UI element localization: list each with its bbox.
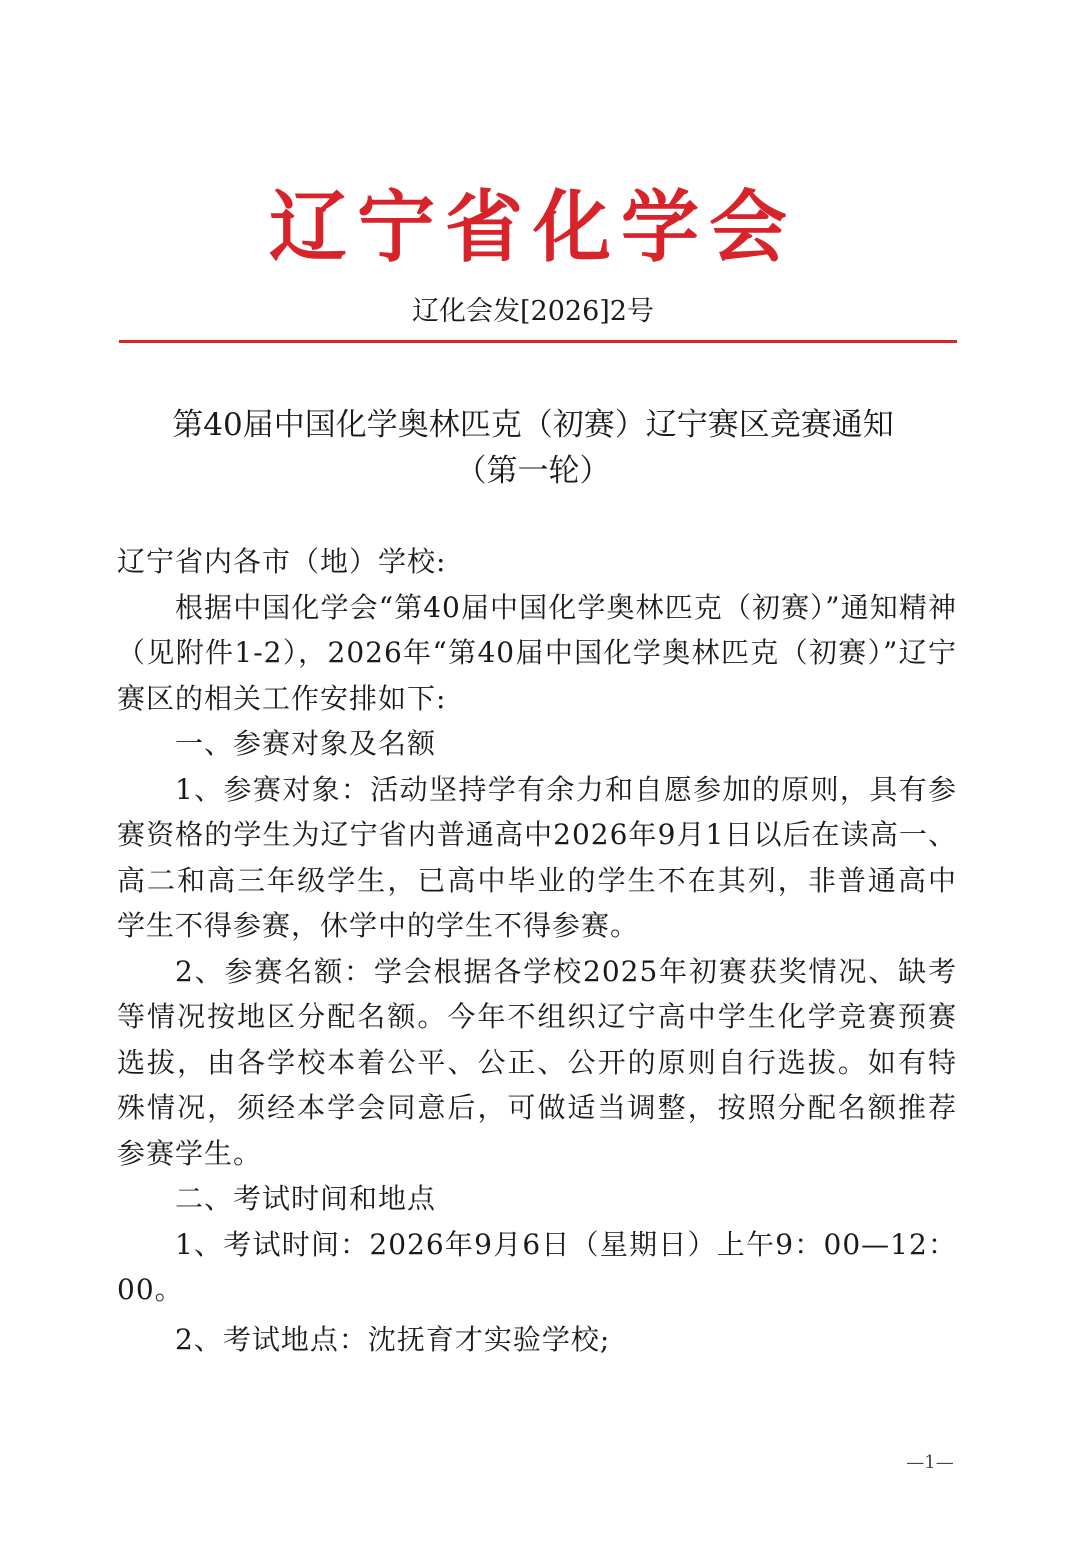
- notice-body: [117, 539, 957, 1362]
- organization-header: 辽宁省化学会: [268, 183, 797, 273]
- page-number: —1—: [906, 1452, 954, 1473]
- title-line-1: 第40届中国化学奥林匹克（初赛）辽宁赛区竞赛通知: [172, 407, 894, 443]
- red-divider-line: [119, 340, 957, 343]
- intro-paragraph: 根据中国化学会“第40届中国化学奥林匹克（初赛）”通知精神（见附件1-2），2026年“第40届中国化学奥林匹克（初赛）”辽宁赛区的相关工作安排如下:: [117, 590, 957, 715]
- section-2-heading: 二、考试时间和地点: [175, 1182, 437, 1215]
- section-1-heading: 一、参赛对象及名额: [175, 727, 437, 760]
- document-number: 辽化会发[2026]2号: [412, 296, 654, 327]
- salutation: 辽宁省内各市（地）学校:: [117, 545, 447, 578]
- section-2-item-1: 1、考试时间：2026年9月6日（星期日）上午9：00—12：00。: [117, 1227, 957, 1306]
- notice-title: [100, 402, 966, 494]
- section-1-item-1: 1、参赛对象：活动坚持学有余力和自愿参加的原则，具有参赛资格的学生为辽宁省内普通高中2026年9月1日以后在读高一、高二和高三年级学生，已高中毕业的学生不在其列，非普通高中学生不得参赛，休学中的学生不得参赛。: [117, 772, 957, 942]
- section-2-item-2: 2、考试地点：沈抚育才实验学校;: [175, 1322, 611, 1356]
- title-line-2: （第一轮）: [455, 453, 611, 489]
- section-1-item-2: 2、参赛名额：学会根据各学校2025年初赛获奖情况、缺考等情况按地区分配名额。今年不组织辽宁高中学生化学竞赛预赛选拔，由各学校本着公平、公正、公开的原则自行选拔。如有特殊情况，须经本学会同意后，可做适当调整，按照分配名额推荐参赛学生。: [117, 954, 957, 1170]
